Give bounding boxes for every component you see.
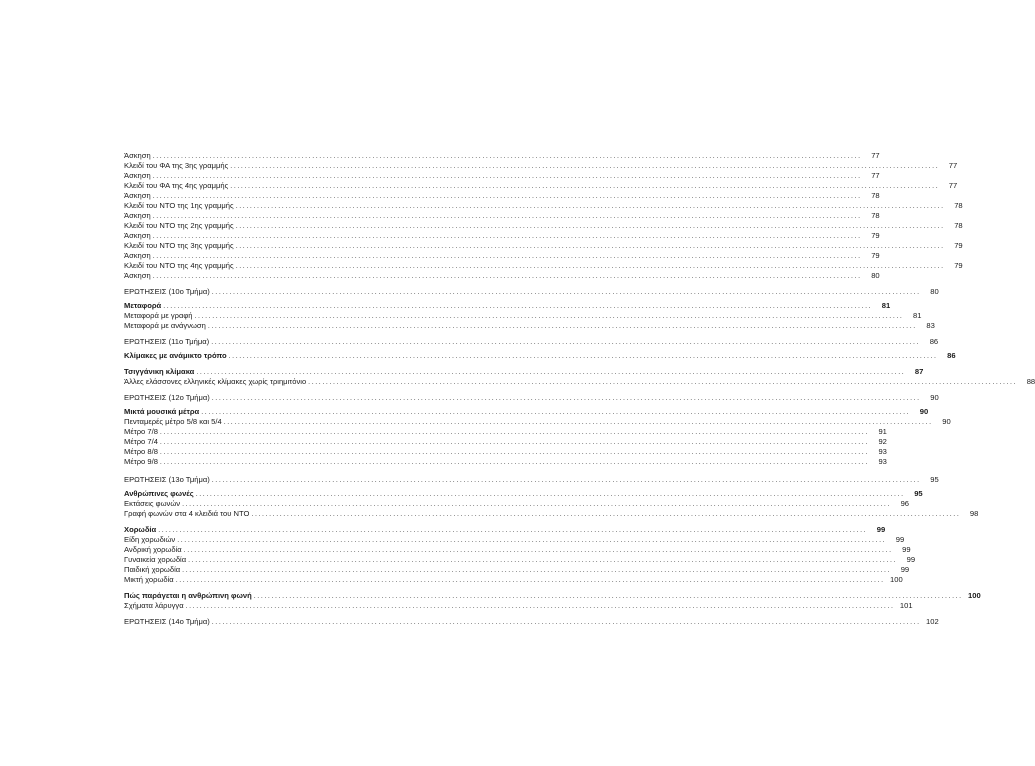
dot-leader: ........................................................................................................................................................................................................: [152, 153, 862, 160]
toc-entry-title: Άσκηση: [124, 211, 151, 220]
toc-entry-page: 77: [948, 181, 958, 190]
toc-entry-title: Μέτρο 7/8: [124, 427, 158, 436]
dot-leader: ........................................................................................................................................................................................................: [159, 449, 869, 456]
toc-entry-page: 78: [871, 191, 880, 200]
toc-entry-questions: [124, 286, 939, 298]
toc-entry-title: Άλλες ελάσσονες ελληνικές κλίμακες χωρίς τριημιτόνιο: [124, 377, 307, 386]
dot-leader: ........................................................................................................................................................................................................: [230, 163, 940, 170]
toc-entry-questions: [124, 392, 939, 404]
toc-entry-title: Γραφή φωνών στα 4 κλειδιά του ΝΤΟ: [124, 509, 250, 518]
toc-entry-page: 87: [914, 367, 924, 376]
dot-leader: ........................................................................................................................................................................................................: [152, 213, 862, 220]
toc-entry-title: Μεταφορά με γραφή: [124, 311, 193, 320]
toc-entry-title: Ανθρώπινες φωνές: [124, 489, 194, 498]
dot-leader: ........................................................................................................................................................................................................: [152, 193, 862, 200]
toc-entry-page: 78: [954, 221, 963, 230]
dot-leader: ........................................................................................................................................................................................................: [188, 557, 898, 564]
toc-entry-title: ΕΡΩΤΗΣΕΙΣ (14ο Τμήμα): [124, 617, 210, 626]
toc-entry-title: ΕΡΩΤΗΣΕΙΣ (12ο Τμήμα): [124, 393, 210, 402]
toc-entry-page: 79: [954, 241, 963, 250]
toc-entry-title: Κλειδί του ΝΤΟ της 2ης γραμμής: [124, 221, 234, 230]
dot-leader: ........................................................................................................................................................................................................: [182, 567, 892, 574]
toc-entry-page: 96: [900, 499, 910, 508]
toc-entry-page: 80: [871, 271, 880, 280]
toc-entry: [124, 600, 913, 612]
dot-leader: ........................................................................................................................................................................................................: [152, 253, 862, 260]
dot-leader: ........................................................................................................................................................................................................: [308, 379, 1018, 386]
dot-leader: ........................................................................................................................................................................................................: [253, 593, 963, 600]
toc-entry-title: Παιδική χορωδία: [124, 565, 181, 574]
toc-entry-title: Τσιγγάνικη κλίμακα: [124, 367, 195, 376]
toc-entry-title: Μέτρο 8/8: [124, 447, 158, 456]
dot-leader: ........................................................................................................................................................................................................: [183, 547, 893, 554]
dot-leader: ........................................................................................................................................................................................................: [211, 339, 921, 346]
toc-entry-title: Άσκηση: [124, 251, 151, 260]
toc-entry-page: 80: [930, 287, 939, 296]
dot-leader: ........................................................................................................................................................................................................: [163, 303, 873, 310]
toc-entry-questions: [124, 474, 939, 486]
toc-entry-title: Άσκηση: [124, 271, 151, 280]
toc-entry: [124, 456, 887, 468]
toc-entry-page: 78: [871, 211, 880, 220]
toc-entry-questions: [124, 616, 939, 628]
toc-entry-page: 99: [895, 535, 905, 544]
toc-entry-title: Κλειδί του ΦΑ της 4ης γραμμής: [124, 181, 229, 190]
dot-leader: ........................................................................................................................................................................................................: [177, 537, 887, 544]
dot-leader: ........................................................................................................................................................................................................: [159, 459, 869, 466]
toc-entry-page: 90: [930, 393, 939, 402]
toc-entry-page: 91: [878, 427, 887, 436]
dot-leader: ........................................................................................................................................................................................................: [152, 273, 862, 280]
toc-entry-page: 95: [930, 475, 939, 484]
toc-entry-page: 79: [871, 251, 880, 260]
dot-leader: ........................................................................................................................................................................................................: [152, 233, 862, 240]
dot-leader: ........................................................................................................................................................................................................: [185, 603, 895, 610]
toc-entry-page: 98: [969, 509, 979, 518]
toc-entry-page: 101: [899, 601, 913, 610]
dot-leader: ........................................................................................................................................................................................................: [235, 223, 945, 230]
toc-entry-title: Άσκηση: [124, 231, 151, 240]
toc-entry: [124, 320, 935, 332]
toc-entry-title: Κλειδί του ΝΤΟ της 1ης γραμμής: [124, 201, 234, 210]
dot-leader: ........................................................................................................................................................................................................: [159, 439, 869, 446]
dot-leader: ........................................................................................................................................................................................................: [251, 511, 961, 518]
toc-entry-title: Μεταφορά: [124, 301, 162, 310]
toc-entry-title: Ανδρική χορωδία: [124, 545, 182, 554]
toc-entry: [124, 376, 1035, 388]
toc-entry-page: 95: [914, 489, 923, 498]
toc-entry-title: Χορωδία: [124, 525, 157, 534]
toc-entry-page: 88: [1026, 377, 1035, 386]
toc-entry-page: 99: [876, 525, 886, 534]
toc-entry-title: ΕΡΩΤΗΣΕΙΣ (10ο Τμήμα): [124, 287, 210, 296]
dot-leader: ........................................................................................................................................................................................................: [228, 353, 938, 360]
dot-leader: ........................................................................................................................................................................................................: [152, 173, 862, 180]
toc-entry-page: 86: [947, 351, 956, 360]
toc-entry-questions: [124, 336, 939, 348]
toc-entry: [124, 270, 880, 282]
toc-entry-page: 92: [878, 437, 887, 446]
dot-leader: ........................................................................................................................................................................................................: [211, 395, 921, 402]
toc-entry-title: ΕΡΩΤΗΣΕΙΣ (13ο Τμήμα): [124, 475, 210, 484]
dot-leader: ........................................................................................................................................................................................................: [211, 289, 921, 296]
dot-leader: ........................................................................................................................................................................................................: [235, 263, 945, 270]
toc-entry-page: 99: [906, 555, 916, 564]
toc-entry: [124, 574, 903, 586]
dot-leader: ........................................................................................................................................................................................................: [175, 577, 885, 584]
toc-entry-page: 79: [871, 231, 880, 240]
toc-entry-page: 77: [948, 161, 958, 170]
toc-entry-page: 93: [878, 457, 887, 466]
toc-entry-page: 83: [926, 321, 935, 330]
dot-leader: ........................................................................................................................................................................................................: [195, 491, 905, 498]
toc-entry-title: Κλίμακες με ανάμικτο τρόπο: [124, 351, 227, 360]
dot-leader: ........................................................................................................................................................................................................: [196, 369, 906, 376]
toc-entry-page: 99: [900, 565, 910, 574]
toc-entry-title: Μέτρο 9/8: [124, 457, 158, 466]
toc-entry-page: 93: [878, 447, 887, 456]
toc-entry-title: Είδη χορωδιών: [124, 535, 176, 544]
dot-leader: ........................................................................................................................................................................................................: [223, 419, 933, 426]
toc-entry-title: Εκτάσεις φωνών: [124, 499, 181, 508]
toc-entry-page: 90: [942, 417, 951, 426]
toc-entry-page: 100: [968, 591, 981, 600]
toc-entry-title: Μικτή χορωδία: [124, 575, 174, 584]
toc-entry-title: Πενταμερές μέτρο 5/8 και 5/4: [124, 417, 222, 426]
toc-entry-page: 79: [954, 261, 963, 270]
toc-entry-title: Μικτά μουσικά μέτρα: [124, 407, 200, 416]
dot-leader: ........................................................................................................................................................................................................: [159, 429, 869, 436]
toc-entry-title: Άσκηση: [124, 171, 151, 180]
dot-leader: ........................................................................................................................................................................................................: [235, 243, 945, 250]
toc-entry-title: Κλειδί του ΝΤΟ της 3ης γραμμής: [124, 241, 234, 250]
toc-entry-title: Άσκηση: [124, 191, 151, 200]
toc-entry-page: 81: [913, 311, 922, 320]
toc-entry-page: 100: [890, 575, 903, 584]
dot-leader: ........................................................................................................................................................................................................: [207, 323, 917, 330]
toc-entry-page: 78: [954, 201, 963, 210]
toc-entry-title: ΕΡΩΤΗΣΕΙΣ (11ο Τμήμα): [124, 337, 210, 346]
dot-leader: ........................................................................................................................................................................................................: [211, 619, 921, 626]
toc-entry-page: 90: [919, 407, 929, 416]
toc-entry-title: Μέτρο 7/4: [124, 437, 158, 446]
toc-entry-title: Μεταφορά με ανάγνωση: [124, 321, 206, 330]
toc-entry-page: 81: [881, 301, 891, 310]
toc-section-heading: [124, 350, 956, 362]
dot-leader: ........................................................................................................................................................................................................: [230, 183, 940, 190]
toc-entry-title: Κλειδί του ΦΑ της 3ης γραμμής: [124, 161, 229, 170]
dot-leader: ........................................................................................................................................................................................................: [158, 527, 868, 534]
toc-entry-title: Κλειδί του ΝΤΟ της 4ης γραμμής: [124, 261, 234, 270]
toc-entry-title: Πώς παράγεται η ανθρώπινη φωνή: [124, 591, 252, 600]
dot-leader: ........................................................................................................................................................................................................: [194, 313, 904, 320]
dot-leader: ........................................................................................................................................................................................................: [201, 409, 911, 416]
toc-entry-page: 86: [929, 337, 939, 346]
dot-leader: ........................................................................................................................................................................................................: [235, 203, 945, 210]
dot-leader: ........................................................................................................................................................................................................: [211, 477, 921, 484]
dot-leader: ........................................................................................................................................................................................................: [182, 501, 892, 508]
toc-entry-title: Γυναικεία χορωδία: [124, 555, 187, 564]
toc-entry-page: 99: [902, 545, 911, 554]
toc-entry-title: Σχήματα λάρυγγα: [124, 601, 184, 610]
toc-entry-page: 77: [871, 151, 880, 160]
toc-entry-page: 102: [926, 617, 939, 626]
toc-entry: [124, 508, 979, 520]
toc-entry-title: Άσκηση: [124, 151, 151, 160]
toc-entry-page: 77: [871, 171, 880, 180]
